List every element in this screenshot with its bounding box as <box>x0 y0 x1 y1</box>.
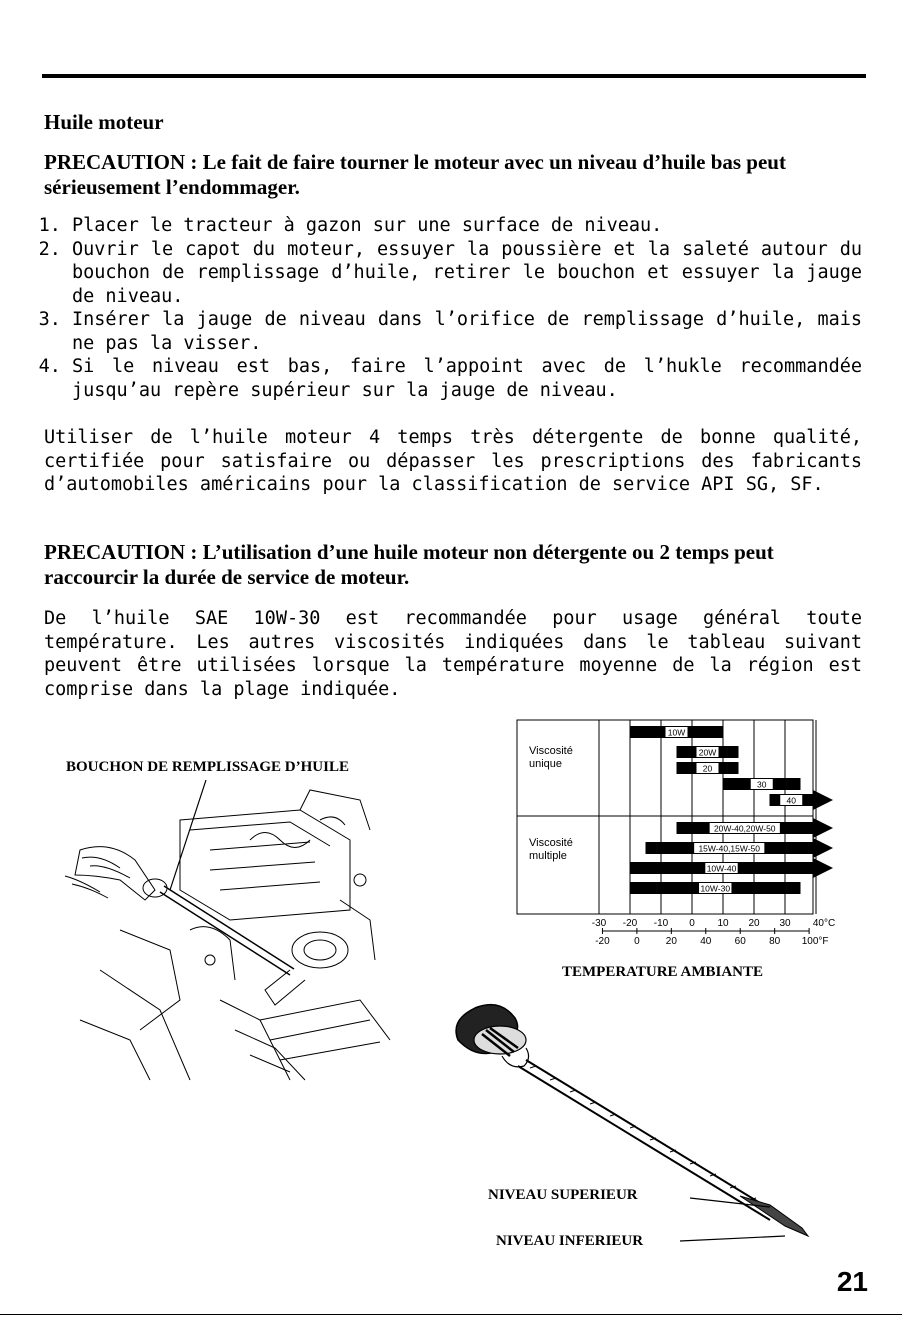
celsius-tick: 30 <box>779 918 791 929</box>
bar-label: 10W-40 <box>706 863 737 874</box>
viscosity-bar <box>770 790 834 810</box>
ambient-temp-label: TEMPERATURE AMBIANTE <box>562 964 763 980</box>
bar-label: 10W-30 <box>700 883 731 894</box>
top-rule <box>42 74 866 78</box>
bar-label: 20W <box>698 747 717 758</box>
step-item: 1. Placer le tracteur à gazon sur une surface de niveau. <box>72 214 862 238</box>
viscosity-bar <box>677 746 739 758</box>
section-heading: Huile moteur <box>44 110 164 134</box>
viscosity-bar <box>630 726 723 738</box>
bar-arrow <box>813 838 833 858</box>
instruction-steps <box>44 214 862 402</box>
celsius-tick: 10 <box>717 918 729 929</box>
precaution-low-oil: PRECAUTION : Le fait de faire tourner le moteur avec un niveau d’huile bas peut sérieusement l’endommager. <box>44 150 786 199</box>
bar-label: 10W <box>667 727 686 738</box>
celsius-tick: 40°C <box>812 918 836 929</box>
bar-arrow <box>813 818 833 838</box>
group-label: unique <box>529 758 563 770</box>
bar-arrow <box>813 790 833 810</box>
celsius-tick: 20 <box>748 918 760 929</box>
dipstick-illustration <box>440 1000 840 1260</box>
viscosity-bar <box>677 818 834 838</box>
group-label: multiple <box>529 850 567 862</box>
viscosity-chart <box>515 718 855 958</box>
fahrenheit-tick: 60 <box>734 936 746 947</box>
filler-cap-label: BOUCHON DE REMPLISSAGE D’HUILE <box>66 759 349 775</box>
precaution-non-detergent: PRECAUTION : L’utilisation d’une huile moteur non détergente ou 2 temps peut raccourcir la durée de service de moteur. <box>44 540 774 589</box>
bottom-rule <box>0 1314 902 1315</box>
oil-spec-paragraph: Utiliser de l’huile moteur 4 temps très détergente de bonne qualité, certifiée pour satisfaire ou dépasser les prescriptions des fabricants d’automobiles américains pour la classification de service API SG, SF. <box>44 427 862 495</box>
viscosity-bar <box>630 882 801 894</box>
bar-arrow <box>813 858 833 878</box>
celsius-tick: 0 <box>689 918 695 929</box>
bar-label: 15W-40,15W-50 <box>698 843 761 854</box>
viscosity-bar <box>646 838 834 858</box>
step-item: 3. Insérer la jauge de niveau dans l’orifice de remplissage d’huile, mais ne pas la visser. <box>72 308 862 355</box>
step-item: 2. Ouvrir le capot du moteur, essuyer la poussière et la saleté autour du bouchon de remplissage d’huile, retirer le bouchon et essuyer la jauge de niveau. <box>72 238 862 309</box>
fahrenheit-tick: 20 <box>665 936 677 947</box>
lower-level-label: NIVEAU INFERIEUR <box>496 1233 644 1249</box>
bar-label: 40 <box>786 795 796 806</box>
fahrenheit-tick: 80 <box>769 936 781 947</box>
celsius-tick: -10 <box>653 918 669 929</box>
celsius-tick: -20 <box>622 918 638 929</box>
page-number: 21 <box>836 1266 868 1297</box>
upper-level-label: NIVEAU SUPERIEUR <box>488 1187 638 1203</box>
fahrenheit-tick: 100°F <box>801 936 829 947</box>
step-item: 4. Si le niveau est bas, faire l’appoint avec de l’hukle recommandée jusqu’au repère supérieur sur la jauge de niveau. <box>72 355 862 402</box>
engine-illustration <box>60 780 400 1100</box>
bar-label: 20W-40,20W-50 <box>713 823 776 834</box>
bar-label: 20 <box>702 763 713 774</box>
bar-label: 30 <box>757 779 767 790</box>
viscosity-bar <box>630 858 833 878</box>
group-label: Viscosité <box>529 837 573 849</box>
celsius-tick: -30 <box>591 918 607 929</box>
fahrenheit-tick: 0 <box>634 936 640 947</box>
viscosity-paragraph: De l’huile SAE 10W-30 est recommandée pour usage général toute température. Les autres viscosités indiquées dans le tableau suivant peuvent être utilisées lorsque la température moyenne de la région est comprise dans la plage indiquée. <box>44 608 862 700</box>
group-label: Viscosité <box>529 745 573 757</box>
viscosity-bar <box>677 762 739 774</box>
fahrenheit-tick: -20 <box>595 936 610 947</box>
viscosity-bar <box>723 778 801 790</box>
fahrenheit-tick: 40 <box>700 936 712 947</box>
